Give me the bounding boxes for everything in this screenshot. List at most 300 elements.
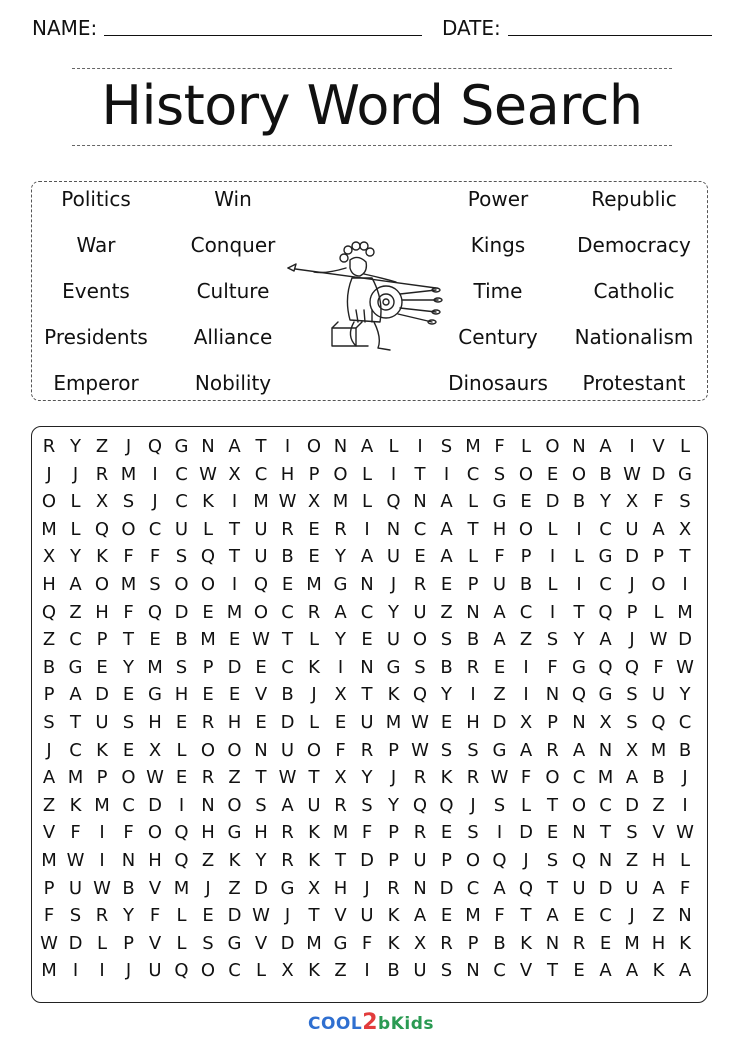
grid-letter[interactable]: U [413, 960, 427, 982]
grid-letter[interactable]: L [467, 546, 479, 568]
grid-letter[interactable]: Q [492, 850, 507, 871]
grid-letter[interactable]: S [493, 463, 506, 485]
grid-letter[interactable]: A [69, 574, 82, 595]
grid-letter[interactable]: X [307, 491, 321, 513]
grid-letter[interactable]: Q [598, 656, 613, 678]
grid-letter[interactable]: U [413, 850, 427, 871]
grid-letter[interactable]: X [334, 684, 347, 706]
grid-letter[interactable]: E [361, 629, 373, 651]
grid-letter[interactable]: D [280, 712, 295, 733]
grid-letter[interactable]: L [388, 436, 399, 457]
grid-letter[interactable]: O [200, 574, 216, 595]
grid-letter[interactable]: T [335, 850, 346, 871]
grid-letter[interactable]: E [440, 712, 453, 733]
grid-letter[interactable]: G [280, 877, 295, 899]
grid-letter[interactable]: F [679, 877, 691, 899]
grid-letter[interactable]: Y [361, 767, 373, 789]
grid-letter[interactable]: H [466, 712, 480, 733]
grid-letter[interactable]: Q [386, 491, 401, 513]
grid-letter[interactable]: S [361, 794, 373, 816]
grid-letter[interactable]: X [148, 739, 162, 761]
grid-letter[interactable]: W [623, 463, 641, 485]
grid-letter[interactable]: L [573, 546, 585, 568]
grid-letter[interactable]: S [69, 905, 82, 927]
grid-letter[interactable]: A [572, 739, 586, 761]
grid-letter[interactable]: L [308, 712, 320, 733]
grid-letter[interactable]: W [66, 850, 85, 871]
grid-letter[interactable]: S [255, 794, 267, 816]
grid-letter[interactable]: C [228, 960, 241, 982]
grid-letter[interactable]: K [387, 932, 400, 954]
grid-letter[interactable]: N [466, 601, 480, 623]
grid-letter[interactable]: P [308, 463, 320, 485]
grid-letter[interactable]: T [123, 629, 134, 651]
grid-letter[interactable]: H [227, 712, 242, 733]
grid-letter[interactable]: M [41, 850, 57, 871]
grid-letter[interactable]: E [546, 822, 559, 844]
grid-letter[interactable]: O [412, 629, 428, 651]
grid-letter[interactable]: B [175, 629, 188, 651]
grid-letter[interactable]: J [470, 794, 476, 816]
grid-letter[interactable]: D [545, 491, 560, 513]
grid-letter[interactable]: W [676, 822, 694, 844]
grid-letter[interactable]: I [523, 656, 529, 678]
grid-letter[interactable]: E [96, 656, 108, 678]
grid-letter[interactable]: S [414, 656, 426, 678]
grid-letter[interactable]: U [651, 684, 666, 706]
grid-letter[interactable]: R [466, 767, 480, 789]
grid-letter[interactable]: D [651, 463, 666, 485]
grid-letter[interactable]: S [546, 629, 559, 651]
grid-letter[interactable]: C [69, 629, 82, 651]
grid-letter[interactable]: B [599, 463, 612, 485]
grid-letter[interactable]: W [278, 767, 297, 789]
grid-letter[interactable]: Z [228, 767, 241, 789]
grid-letter[interactable]: P [626, 601, 638, 623]
grid-letter[interactable]: S [626, 712, 638, 733]
grid-letter[interactable]: L [679, 436, 691, 457]
grid-letter[interactable]: P [96, 767, 108, 789]
grid-letter[interactable]: O [121, 767, 136, 789]
grid-letter[interactable]: K [202, 491, 214, 513]
grid-letter[interactable]: H [95, 601, 109, 623]
grid-letter[interactable]: O [200, 739, 216, 761]
grid-letter[interactable]: T [467, 518, 479, 540]
grid-letter[interactable]: S [546, 850, 559, 871]
grid-letter[interactable]: K [228, 850, 241, 871]
grid-letter[interactable]: C [572, 767, 586, 789]
grid-letter[interactable]: R [42, 436, 56, 457]
grid-letter[interactable]: E [440, 574, 453, 595]
grid-letter[interactable]: C [148, 518, 162, 540]
grid-letter[interactable]: J [629, 905, 635, 927]
grid-letter[interactable]: J [205, 877, 211, 899]
grid-letter[interactable]: S [440, 739, 453, 761]
grid-letter[interactable]: E [281, 574, 294, 595]
grid-letter[interactable]: J [284, 905, 291, 927]
grid-letter[interactable]: G [598, 546, 613, 568]
grid-letter[interactable]: S [202, 932, 214, 954]
grid-letter[interactable]: E [308, 518, 320, 540]
grid-letter[interactable]: C [519, 601, 533, 623]
grid-letter[interactable]: M [200, 629, 216, 651]
grid-letter[interactable]: E [175, 767, 188, 789]
grid-letter[interactable]: O [147, 822, 163, 844]
grid-letter[interactable]: O [518, 518, 534, 540]
grid-letter[interactable]: C [69, 739, 82, 761]
grid-letter[interactable]: A [599, 960, 612, 982]
grid-letter[interactable]: Y [573, 629, 585, 651]
grid-letter[interactable]: I [523, 684, 529, 706]
grid-letter[interactable]: L [70, 491, 81, 513]
grid-letter[interactable]: E [255, 656, 267, 678]
grid-letter[interactable]: W [40, 932, 58, 954]
grid-letter[interactable]: N [413, 877, 427, 899]
grid-letter[interactable]: T [547, 877, 558, 899]
grid-letter[interactable]: H [148, 712, 162, 733]
grid-letter[interactable]: B [652, 767, 665, 789]
grid-letter[interactable]: K [308, 850, 320, 871]
grid-letter[interactable]: S [467, 739, 479, 761]
grid-letter[interactable]: N [572, 712, 586, 733]
grid-letter[interactable]: F [361, 932, 373, 954]
grid-letter[interactable]: I [576, 518, 582, 540]
grid-letter[interactable]: N [678, 905, 692, 927]
grid-letter[interactable]: A [360, 436, 374, 457]
grid-letter[interactable]: T [600, 822, 611, 844]
grid-letter[interactable]: F [653, 656, 664, 678]
grid-letter[interactable]: R [413, 574, 427, 595]
grid-letter[interactable]: B [493, 932, 506, 954]
grid-letter[interactable]: W [146, 767, 164, 789]
grid-letter[interactable]: I [152, 463, 158, 485]
grid-letter[interactable]: K [440, 767, 453, 789]
grid-letter[interactable]: I [470, 684, 476, 706]
grid-letter[interactable]: Z [652, 905, 665, 927]
grid-letter[interactable]: H [174, 684, 189, 706]
grid-letter[interactable]: G [333, 574, 348, 595]
grid-letter[interactable]: X [599, 712, 612, 733]
grid-letter[interactable]: I [390, 463, 397, 485]
grid-letter[interactable]: O [94, 574, 110, 595]
grid-letter[interactable]: T [520, 905, 532, 927]
grid-letter[interactable]: Z [228, 877, 241, 899]
grid-letter[interactable]: G [148, 684, 162, 706]
grid-letter[interactable]: T [308, 905, 320, 927]
grid-letter[interactable]: Z [440, 601, 453, 623]
grid-letter[interactable]: S [440, 629, 453, 651]
grid-letter[interactable]: L [361, 463, 373, 485]
grid-letter[interactable]: Q [147, 601, 163, 623]
grid-letter[interactable]: B [42, 656, 56, 678]
grid-letter[interactable]: X [413, 932, 427, 954]
grid-letter[interactable]: J [125, 436, 132, 457]
grid-letter[interactable]: R [201, 712, 215, 733]
grid-letter[interactable]: C [599, 905, 612, 927]
grid-letter[interactable]: V [254, 684, 268, 706]
grid-letter[interactable]: A [519, 739, 533, 761]
grid-letter[interactable]: B [466, 629, 480, 651]
grid-letter[interactable]: M [677, 601, 693, 623]
grid-letter[interactable]: T [361, 684, 373, 706]
grid-letter[interactable]: D [148, 794, 162, 816]
grid-letter[interactable]: E [122, 684, 135, 706]
date-line[interactable] [508, 35, 712, 36]
grid-letter[interactable]: Q [200, 546, 216, 568]
grid-letter[interactable]: N [598, 739, 613, 761]
grid-letter[interactable]: L [653, 601, 664, 623]
grid-letter[interactable]: Q [412, 684, 428, 706]
grid-letter[interactable]: Z [334, 960, 347, 982]
grid-letter[interactable]: L [520, 436, 532, 457]
grid-letter[interactable]: D [174, 601, 189, 623]
grid-letter[interactable]: I [549, 546, 556, 568]
grid-letter[interactable]: U [572, 877, 586, 899]
grid-letter[interactable]: F [70, 822, 81, 844]
grid-letter[interactable]: V [652, 436, 665, 457]
grid-letter[interactable]: T [679, 546, 691, 568]
grid-letter[interactable]: B [440, 656, 453, 678]
grid-letter[interactable]: M [597, 767, 614, 789]
grid-letter[interactable]: L [467, 491, 479, 513]
grid-letter[interactable]: K [308, 822, 320, 844]
grid-letter[interactable]: G [386, 656, 401, 678]
grid-letter[interactable]: R [307, 601, 321, 623]
grid-letter[interactable]: A [678, 960, 692, 982]
grid-letter[interactable]: Z [493, 684, 506, 706]
grid-letter[interactable]: Q [598, 601, 613, 623]
grid-letter[interactable]: E [202, 905, 214, 927]
grid-letter[interactable]: U [386, 629, 401, 651]
grid-letter[interactable]: D [280, 932, 295, 954]
grid-letter[interactable]: G [333, 932, 348, 954]
grid-letter[interactable]: D [625, 794, 639, 816]
grid-letter[interactable]: F [149, 546, 161, 568]
grid-letter[interactable]: P [388, 850, 399, 871]
grid-letter[interactable]: N [121, 850, 136, 871]
grid-letter[interactable]: L [96, 932, 108, 954]
grid-letter[interactable]: J [629, 629, 635, 651]
grid-letter[interactable]: C [466, 463, 480, 485]
grid-letter[interactable]: V [519, 960, 533, 982]
grid-letter[interactable]: I [496, 822, 503, 844]
grid-letter[interactable]: S [493, 794, 506, 816]
grid-letter[interactable]: F [494, 546, 505, 568]
grid-letter[interactable]: K [652, 960, 665, 982]
grid-letter[interactable]: M [173, 877, 190, 899]
grid-letter[interactable]: G [492, 491, 507, 513]
grid-letter[interactable]: E [573, 960, 585, 982]
grid-letter[interactable]: H [254, 822, 268, 844]
grid-letter[interactable]: N [360, 574, 374, 595]
grid-letter[interactable]: W [490, 767, 509, 789]
grid-letter[interactable]: J [682, 767, 688, 789]
grid-letter[interactable]: F [335, 739, 346, 761]
grid-letter[interactable]: M [67, 767, 84, 789]
grid-letter[interactable]: P [202, 656, 214, 678]
grid-letter[interactable]: Q [253, 574, 269, 595]
grid-letter[interactable]: L [176, 739, 187, 761]
grid-letter[interactable]: S [626, 822, 638, 844]
grid-letter[interactable]: Y [123, 656, 134, 678]
grid-letter[interactable]: H [651, 932, 666, 954]
grid-letter[interactable]: E [202, 601, 214, 623]
grid-letter[interactable]: P [43, 684, 55, 706]
grid-letter[interactable]: I [682, 574, 688, 595]
grid-letter[interactable]: W [278, 491, 297, 513]
grid-letter[interactable]: Y [388, 601, 399, 623]
grid-letter[interactable]: O [227, 739, 242, 761]
grid-letter[interactable]: E [175, 712, 188, 733]
grid-letter[interactable]: L [176, 905, 187, 927]
grid-letter[interactable]: S [149, 574, 161, 595]
grid-letter[interactable]: I [417, 436, 423, 457]
grid-letter[interactable]: N [572, 822, 586, 844]
grid-letter[interactable]: X [625, 491, 639, 513]
grid-letter[interactable]: Q [147, 436, 163, 457]
grid-letter[interactable]: I [99, 822, 105, 844]
grid-letter[interactable]: R [413, 822, 427, 844]
grid-letter[interactable]: C [281, 601, 294, 623]
grid-letter[interactable]: O [306, 436, 322, 457]
grid-letter[interactable]: I [364, 518, 370, 540]
grid-letter[interactable]: U [625, 877, 639, 899]
grid-letter[interactable]: C [175, 463, 188, 485]
grid-letter[interactable]: A [493, 601, 506, 623]
grid-letter[interactable]: E [255, 712, 267, 733]
grid-letter[interactable]: T [547, 960, 558, 982]
grid-letter[interactable]: E [493, 656, 506, 678]
grid-letter[interactable]: V [254, 932, 268, 954]
grid-letter[interactable]: I [284, 436, 291, 457]
grid-letter[interactable]: J [390, 767, 397, 789]
grid-letter[interactable]: J [390, 574, 397, 595]
grid-letter[interactable]: T [547, 794, 558, 816]
grid-letter[interactable]: A [440, 518, 453, 540]
grid-letter[interactable]: O [200, 960, 216, 982]
grid-letter[interactable]: Z [625, 850, 639, 871]
grid-letter[interactable]: S [43, 712, 55, 733]
grid-letter[interactable]: H [148, 850, 162, 871]
grid-letter[interactable]: F [123, 822, 134, 844]
grid-letter[interactable]: V [148, 877, 162, 899]
grid-letter[interactable]: O [651, 574, 666, 595]
grid-letter[interactable]: E [414, 546, 426, 568]
grid-letter[interactable]: S [626, 684, 638, 706]
grid-letter[interactable]: V [148, 932, 162, 954]
grid-letter[interactable]: C [122, 794, 135, 816]
grid-letter[interactable]: P [547, 712, 558, 733]
grid-letter[interactable]: F [43, 905, 55, 927]
grid-letter[interactable]: R [95, 905, 109, 927]
grid-letter[interactable]: Z [69, 601, 82, 623]
grid-letter[interactable]: I [231, 574, 238, 595]
grid-letter[interactable]: K [308, 960, 320, 982]
grid-letter[interactable]: M [465, 905, 481, 927]
grid-letter[interactable]: R [413, 767, 427, 789]
grid-letter[interactable]: W [252, 905, 270, 927]
grid-letter[interactable]: N [466, 960, 480, 982]
grid-letter[interactable]: T [229, 518, 240, 540]
grid-letter[interactable]: A [440, 546, 453, 568]
grid-letter[interactable]: U [360, 905, 374, 927]
grid-letter[interactable]: T [282, 629, 293, 651]
name-line[interactable] [104, 35, 422, 36]
grid-letter[interactable]: U [174, 518, 189, 540]
grid-letter[interactable]: J [72, 463, 79, 485]
grid-letter[interactable]: G [678, 463, 692, 485]
grid-letter[interactable]: E [308, 546, 320, 568]
grid-letter[interactable]: E [573, 905, 585, 927]
grid-letter[interactable]: M [465, 436, 481, 457]
grid-letter[interactable]: V [42, 822, 56, 844]
grid-letter[interactable]: R [334, 794, 347, 816]
grid-letter[interactable]: M [94, 794, 110, 816]
grid-letter[interactable]: H [280, 463, 295, 485]
grid-letter[interactable]: C [413, 518, 427, 540]
grid-letter[interactable]: C [599, 574, 612, 595]
grid-letter[interactable]: D [492, 712, 507, 733]
grid-letter[interactable]: R [387, 877, 400, 899]
grid-letter[interactable]: M [385, 712, 402, 733]
grid-letter[interactable]: F [123, 601, 134, 623]
grid-letter[interactable]: V [334, 905, 347, 927]
grid-letter[interactable]: I [337, 656, 344, 678]
grid-letter[interactable]: U [95, 712, 109, 733]
grid-letter[interactable]: M [147, 656, 163, 678]
grid-letter[interactable]: O [465, 850, 481, 871]
grid-letter[interactable]: B [387, 960, 400, 982]
grid-letter[interactable]: I [72, 960, 79, 982]
grid-letter[interactable]: E [599, 932, 612, 954]
grid-letter[interactable]: J [125, 960, 132, 982]
grid-letter[interactable]: T [70, 712, 81, 733]
grid-letter[interactable]: U [68, 877, 83, 899]
grid-letter[interactable]: O [174, 574, 189, 595]
grid-letter[interactable]: D [625, 546, 639, 568]
grid-letter[interactable]: C [281, 656, 294, 678]
grid-letter[interactable]: Z [652, 794, 665, 816]
grid-letter[interactable]: O [571, 463, 587, 485]
grid-letter[interactable]: F [520, 767, 532, 789]
grid-letter[interactable]: I [99, 960, 105, 982]
grid-letter[interactable]: A [652, 877, 665, 899]
grid-letter[interactable]: A [69, 684, 82, 706]
grid-letter[interactable]: R [360, 739, 374, 761]
grid-letter[interactable]: O [545, 436, 560, 457]
grid-letter[interactable]: A [625, 960, 639, 982]
grid-letter[interactable]: E [149, 629, 161, 651]
grid-letter[interactable]: Q [174, 822, 189, 844]
grid-letter[interactable]: Q [571, 684, 587, 706]
grid-letter[interactable]: N [545, 684, 560, 706]
grid-letter[interactable]: P [441, 850, 452, 871]
grid-letter[interactable]: O [121, 518, 136, 540]
grid-letter[interactable]: B [678, 739, 692, 761]
grid-letter[interactable]: O [571, 794, 587, 816]
grid-letter[interactable]: A [599, 629, 612, 651]
grid-letter[interactable]: D [519, 822, 533, 844]
grid-letter[interactable]: K [96, 739, 108, 761]
grid-letter[interactable]: R [546, 739, 559, 761]
grid-letter[interactable]: X [228, 463, 241, 485]
grid-letter[interactable]: Q [439, 794, 454, 816]
grid-letter[interactable]: J [523, 850, 529, 871]
grid-letter[interactable]: R [281, 822, 294, 844]
grid-letter[interactable]: F [149, 905, 161, 927]
grid-letter[interactable]: C [599, 794, 612, 816]
grid-letter[interactable]: N [254, 739, 268, 761]
